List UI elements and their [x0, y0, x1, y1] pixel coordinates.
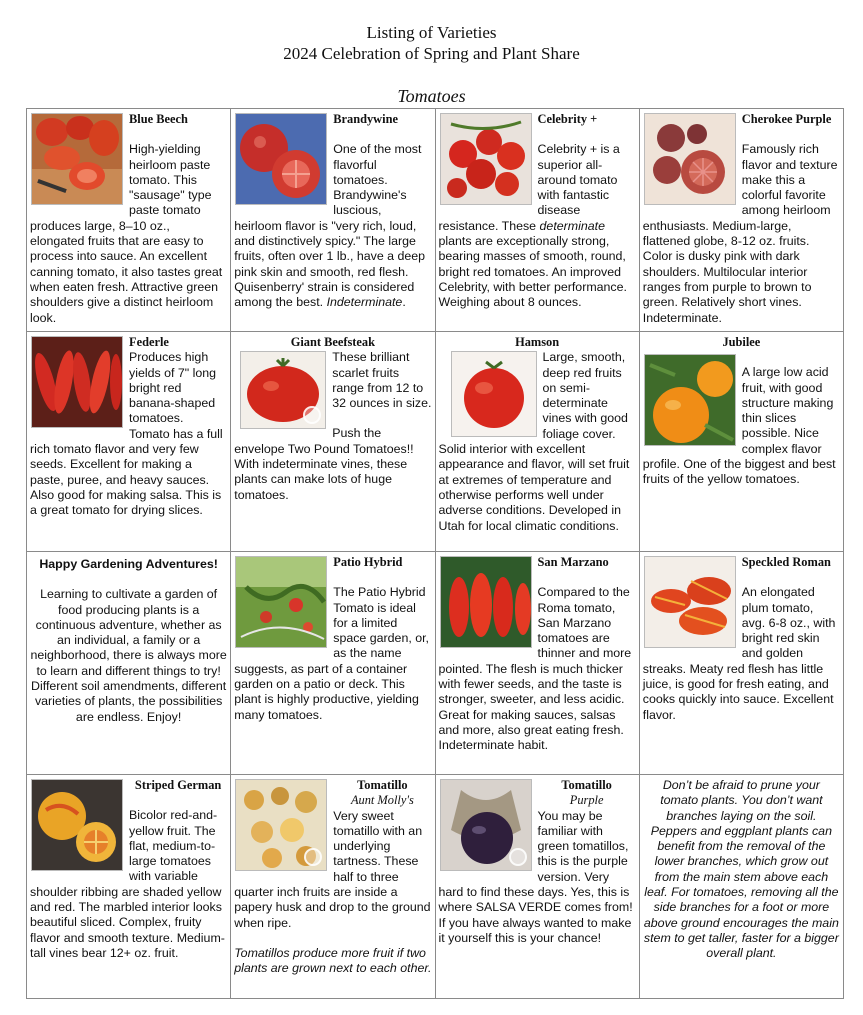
variety-description: Compared to the Roma tomato, San Marzano tomatoes are — [537, 585, 630, 646]
variety-cell-cherokee-purple — [639, 109, 843, 332]
variety-description-cont: medium-to-large tomatoes with variable shoulder ribbing are shaded yellow and red. The marbled interior looks beautiful sliced. Complex, fruity flavor and smooth texture. Medium-tall vines bear 12+ oz. fruit. — [30, 838, 225, 960]
variety-name: Giant Beefsteak — [290, 335, 376, 349]
variety-description-cont: tomato produces large, 8–10 oz., elongated fruits that are easy to process into sauce. An excellent canning tomato, it also tastes great when eaten fresh. Attractive green shoulders give a distinct heirloom look. — [30, 203, 223, 325]
variety-description: Very sweet tomatillo with an underlying tartness. These half to three — [333, 808, 423, 884]
san-marzano-photo — [440, 556, 532, 648]
growth-habit: determinate — [539, 218, 605, 233]
varieties-table — [26, 108, 844, 999]
photo-badge-icon — [509, 848, 527, 866]
variety-cell-blue-beech — [27, 109, 231, 332]
speckled-roman-photo — [644, 556, 736, 648]
pruning-tip-cell — [639, 775, 843, 999]
variety-name: San Marzano — [537, 555, 609, 569]
variety-description: High-yielding heirloom paste tomato. This "sausage" type paste — [129, 142, 212, 218]
variety-description: Celebrity + is a superior all-around tomato with fantastic disease — [537, 142, 620, 218]
tomatillo-purple-photo — [440, 779, 532, 871]
variety-description-cont: resistance. These — [438, 218, 537, 233]
variety-name: Federle — [129, 335, 169, 349]
variety-cell-federle — [27, 332, 231, 552]
variety-name: Hamson — [515, 335, 560, 349]
variety-cell-striped-german — [27, 775, 231, 999]
blue-beech-photo — [31, 113, 123, 205]
variety-description: One of the most flavorful tomatoes. Brandywine's luscious, — [333, 142, 422, 218]
page-header — [0, 22, 863, 64]
variety-name: Brandywine — [333, 112, 398, 126]
variety-name: Tomatillo — [561, 778, 612, 792]
variety-description-cont: version. Very hard to find these days. Yes, this is where SALSA VERDE comes from! If you have always wanted to make it yourself this is your chance! — [438, 869, 633, 945]
variety-description-cont: heirloom flavor is "very rich, loud, and distinctively spicy." The large fruits, often over 1 lb., have a deep pink skin and smooth, red flesh. Quisenberry' strain is considered among the best. — [234, 218, 426, 310]
table-row — [27, 109, 844, 332]
variety-name: Celebrity + — [537, 112, 598, 126]
variety-cell-speckled-roman — [639, 552, 843, 775]
table-row — [27, 552, 844, 775]
variety-cell-patio-hybrid — [231, 552, 435, 775]
happy-gardening-title: Happy Gardening Adventures! — [39, 557, 218, 571]
variety-description-cont: thinner and more pointed. The flesh is much thicker with fewer seeds, and the taste is stronger, sweeter, and less acidic. Great for making sauces, salsas and more, also great eating fresh. Indeterminate habit. — [438, 646, 632, 753]
pruning-tip-text: Don’t be afraid to prune your tomato plants. You don’t want branches laying on the soil. Peppers and eggplant plants can benefit from the removal of the lower branches, which grow out from the main stem above each leaf. For tomatoes, removing all the side branches for a foot or more above ground encourages the main stem to get taller, faster for a bigger overall plant. — [643, 778, 839, 961]
striped-german-photo — [31, 779, 123, 871]
table-row — [27, 332, 844, 552]
jubilee-photo — [644, 354, 736, 446]
happy-gardening-cell — [27, 552, 231, 775]
variety-description: Large, smooth, deep red fruits on semi-determinate vines with good foliage cover. — [542, 350, 628, 441]
variety-name: Cherokee Purple — [741, 112, 832, 126]
variety-description-cont: Push the envelope Two Pound Tomatoes!! With indeterminate vines, these plants can make lots of huge tomatoes. — [234, 426, 414, 502]
giant-beefsteak-photo — [240, 351, 326, 429]
table-row — [27, 775, 844, 999]
variety-description: A large low acid fruit, with good structure making thin slices possible. Nice complex flavor — [741, 365, 834, 456]
variety-cell-brandywine: Brandywine One of the most flavorful tomatoes. Brandywine's luscious, heirloom flavor is "very rich, loud, and distinctively spicy." The large fruits, often over 1 lb., have a deep pink skin and smooth, red flesh. Quisenberry' strain is considered among the best. Indeterminate. — [231, 109, 435, 332]
variety-name: Jubilee — [722, 335, 761, 349]
variety-subname: Purple — [569, 793, 604, 808]
variety-name: Blue Beech — [129, 112, 188, 126]
variety-description: Produces high yields of 7" long bright red banana-shaped tomatoes. — [129, 350, 217, 426]
growing-tip: Tomatillos produce more fruit if two plants are grown next to each other. — [234, 945, 432, 976]
variety-description-cont: the name suggests, as part of a container garden on a patio or deck. This plant is highly productive, yielding many tomatoes. — [234, 646, 419, 722]
variety-cell-hamson — [435, 332, 639, 552]
variety-description: The Patio Hybrid Tomato is ideal for a limited space garden, or, as — [333, 585, 429, 661]
variety-description-cont: Solid interior with excellent appearance and flavor, will set fruit at extremes of temperature and otherwise performs well under adverse conditions. Developed in Utah for local climatic conditions. — [438, 442, 630, 533]
celebrity-photo — [440, 113, 532, 205]
variety-cell-tomatillo-purple — [435, 775, 639, 999]
variety-cell-san-marzano — [435, 552, 639, 775]
federle-photo — [31, 336, 123, 428]
section-heading: Tomatoes — [397, 86, 466, 106]
variety-description: Bicolor red-and-yellow fruit. The flat, — [129, 808, 218, 853]
variety-description-cont: quarter inch fruits are inside a papery husk and drop to the ground when ripe. — [234, 885, 431, 930]
variety-description: Famously rich flavor and texture make this a colorful favorite among heirloom — [741, 142, 838, 218]
hamson-photo — [451, 351, 537, 437]
variety-name: Patio Hybrid — [333, 555, 403, 569]
variety-name: Speckled Roman — [741, 555, 831, 569]
variety-description: These brilliant scarlet fruits range from 12 to 32 ounces in size. — [332, 350, 432, 411]
cherokee-purple-photo — [644, 113, 736, 205]
variety-description-cont: streaks. Meaty red flesh has little juice, is good for fresh eating, and cooks quickly into sauce. Excellent flavor. — [642, 661, 834, 722]
variety-description-cont: enthusiasts. Medium-large, flattened globe, 8-12 oz. fruits. Color is dusky pink with dark shoulders. Multilocular interior ranges from purple to brown to green. Relatively short vines. Indeterminate. — [642, 218, 812, 325]
variety-cell-giant-beefsteak — [231, 332, 435, 552]
variety-description: An elongated plum tomato, avg. 6-8 oz., with bright red skin and golden — [741, 585, 836, 661]
variety-description-cont: Tomato has a full rich tomato flavor and very few seeds. Excellent for making a paste, puree, and heavy sauces. Also good for making salsa. This is a great tomato for drying slices. — [30, 426, 223, 518]
patio-hybrid-photo — [235, 556, 327, 648]
variety-name: Striped German — [134, 778, 222, 792]
page-title: Listing of Varieties — [366, 23, 497, 42]
variety-cell-celebrity: Celebrity + Celebrity + is a superior all-around tomato with fantastic disease resistance. These determinate plants are exceptionally strong, bearing masses of smooth, round, bright red tomatoes. An improved Celebrity, with better performance. Weighing about 8 ounces. — [435, 109, 639, 332]
variety-description: You may be familiar with green tomatillos, this is the purple — [537, 808, 629, 869]
happy-gardening-text: Learning to cultivate a garden of food producing plants is a continuous adventure, whether as an individual, a family or a neighborhood, there is always more to learn and different things to try! Different soil amendments, different varieties of plants, the possibilities are endless. Enjoy! — [30, 587, 227, 724]
variety-description-cont: profile. One of the biggest and best fruits of the yellow tomatoes. — [642, 457, 836, 487]
variety-subname: Aunt Molly's — [350, 793, 414, 808]
page-subtitle: 2024 Celebration of Spring and Plant Share — [283, 44, 580, 63]
growth-habit: Indeterminate — [326, 295, 403, 310]
variety-cell-jubilee — [639, 332, 843, 552]
variety-name: Tomatillo — [357, 778, 408, 792]
brandywine-photo — [235, 113, 327, 205]
tomatillo-aunt-molly-photo — [235, 779, 327, 871]
variety-cell-tomatillo-aunt-molly — [231, 775, 435, 999]
